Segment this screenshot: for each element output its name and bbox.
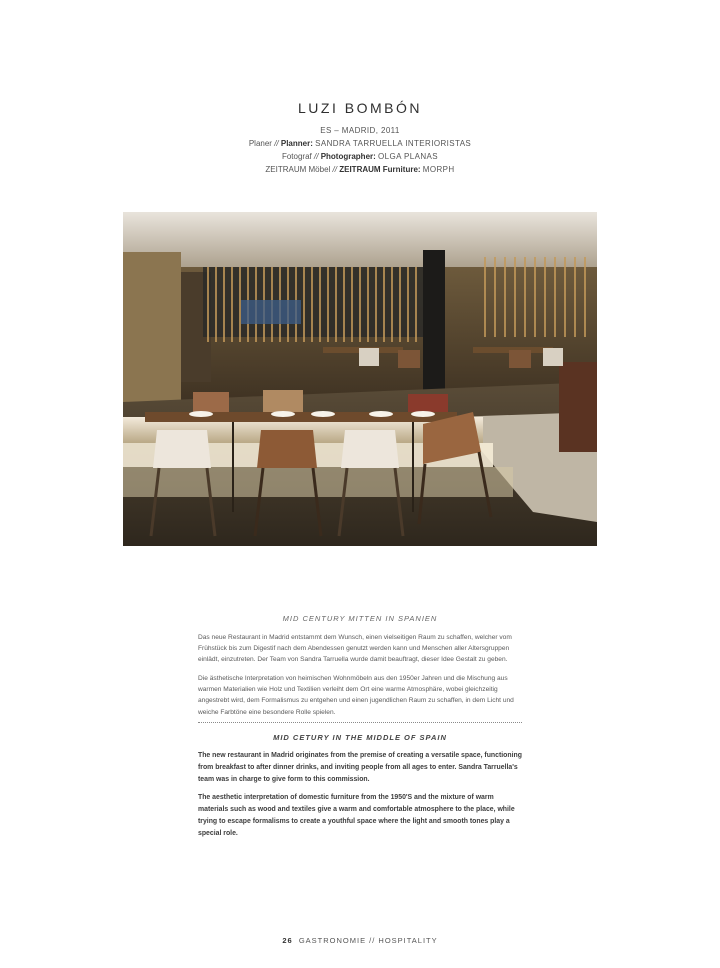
- planner-credit: [0, 137, 720, 150]
- page-footer: [0, 936, 720, 945]
- planner-label-en: Planner:: [280, 139, 313, 148]
- photographer-label-en: Photographer:: [320, 152, 376, 161]
- bar-counter: [559, 362, 597, 452]
- project-title: LUZI BOMBÓN: [298, 100, 422, 116]
- restaurant-interior-photo: [123, 212, 597, 546]
- separator: //: [314, 152, 319, 161]
- german-paragraph-1: Das neue Restaurant in Madrid entstammt dem Wunsch, einen vielseitigen Raum zu schaffen, welcher vom Frühstück bis zum Digestif nach dem Abendessen genutzt werden kann und Menschen aller Altersgruppen einlädt, einzutreten. Der Team von Sandra Tarruella wurde damit beauftragt, dieser Idee Gestalt zu geben.: [198, 634, 512, 664]
- furniture-label-en: ZEITRAUM Furniture:: [339, 165, 421, 174]
- english-heading: MID CETURY IN THE MIDDLE OF SPAIN: [273, 733, 447, 742]
- project-credits: [0, 124, 720, 176]
- planner-value: SANDRA TARRUELLA INTERIORISTAS: [315, 139, 472, 148]
- dotted-divider: [198, 722, 522, 723]
- page-number: 26: [282, 936, 293, 945]
- photographer-credit: [0, 150, 720, 163]
- english-paragraph-2: The aesthetic interpretation of domestic furniture from the 1950'S and the mixture of warm materials such as wood and textiles give a warm and comfortable atmosphere to the place, while trying to escape formalisms to create a youthful space where the light and smooth tones play a special role.: [198, 794, 515, 837]
- stone-wall: [123, 252, 181, 412]
- furniture-label-de: ZEITRAUM Möbel: [265, 165, 331, 174]
- footer-section: GASTRONOMIE // HOSPITALITY: [298, 936, 438, 945]
- furniture-value: MORPH: [422, 165, 455, 174]
- separator: //: [332, 165, 337, 174]
- photographer-label-de: Fotograf: [281, 152, 312, 161]
- column: [423, 250, 445, 410]
- german-paragraph-2: Die ästhetische Interpretation von heimischen Wohnmöbeln aus den 1950er Jahren und die Mischung aus warmen Materialien wie Holz und Textilien verleiht dem Ort eine warme Atmosphäre, wobei gleichzeitig angestrebt wird, dem Formalismus zu entgehen und einen jugendlichen Raum zu schaffen, in dem Licht und weiche Farbtöne eine besondere Rolle spielen.: [198, 675, 514, 716]
- furniture-credit: [0, 163, 720, 176]
- planner-label-de: Planer: [248, 139, 272, 148]
- photographer-value: OLGA PLANAS: [378, 152, 439, 161]
- interior-illustration: [123, 212, 597, 546]
- project-location: ES – MADRID, 2011: [320, 126, 400, 135]
- english-paragraph-1: The new restaurant in Madrid originates from the premise of creating a versatile space, functioning from breakfast to after dinner drinks, and inviting people from all ages to enter. Sandra Tarruella's team was in charge to give form to this commission.: [198, 752, 522, 783]
- separator: //: [274, 139, 279, 148]
- german-heading: MID CENTURY MITTEN IN SPANIEN: [282, 614, 438, 623]
